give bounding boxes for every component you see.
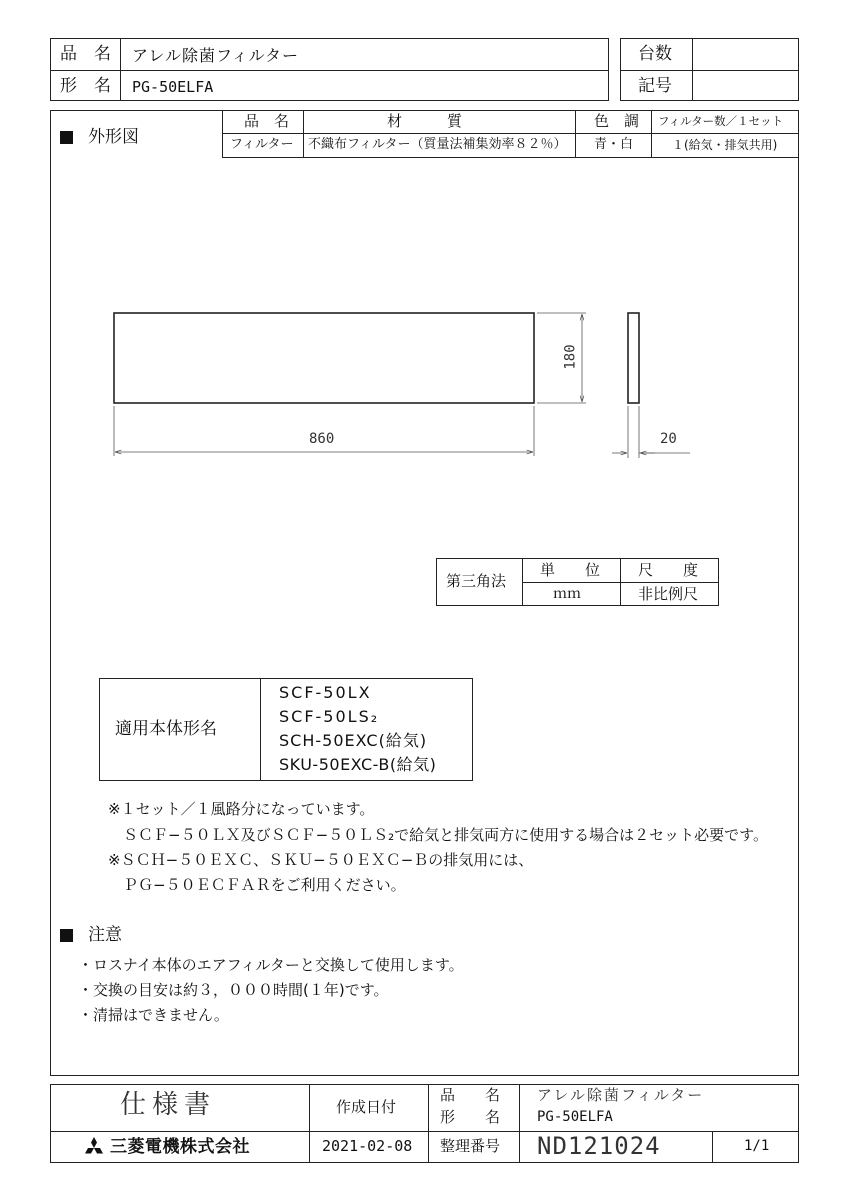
models-label: 適用本体形名 [115,719,217,739]
model-item-4: SKU-50EXC-B(給気) [279,755,437,774]
note-line-1: ※１セット／１風路分になっています。 [108,800,375,818]
model-item-1: SCF-50LX [279,683,372,702]
model-item-2: SCF-50LS₂ [279,707,380,726]
footer-number-label: 整理番号 [440,1137,501,1155]
footer-model-label: 形 名 [440,1108,501,1126]
caution-bullet-icon [60,929,73,942]
footer-name-value: アレル除菌フィルター [537,1086,705,1104]
scale-unit-value: ｍｍ [553,586,581,602]
filter-front-view [114,313,534,403]
spec-header-count: フィルター数／１セット [658,114,784,128]
outline-drawing [0,0,848,480]
scale-projection: 第三角法 [446,572,507,590]
dim-height-label: 180 [562,344,579,370]
mitsubishi-logo-icon [82,1137,106,1159]
caution-item-2: ・交換の目安は約３，０００時間(１年)です。 [78,981,389,999]
scale-scale-label: 尺 度 [638,561,699,579]
header-model-label: 形 名 [60,76,111,96]
header-model-value: PG-50ELFA [132,78,214,96]
caution-item-3: ・清掃はできません。 [78,1006,229,1024]
scale-scale-value: 非比例尺 [638,585,699,603]
footer-model-value: PG-50ELFA [537,1109,613,1125]
note-line-2: ＳＣＦ−５０ＬＸ及びＳＣＦ−５０ＬＳ₂で給気と排気両方に使用する場合は２セット必要です。 [108,826,768,844]
caution-title: 注意 [88,925,122,945]
header-name-label: 品 名 [60,44,111,64]
filter-side-view [628,313,639,403]
dim-width-label: 860 [309,431,335,447]
footer-doc-type: 仕様書 [120,1090,217,1120]
spec-cell-color: 青・白 [594,137,634,152]
footer-created-value: 2021-02-08 [322,1137,413,1155]
header-symbol-label: 記号 [638,76,672,96]
footer-name-label: 品 名 [440,1086,501,1104]
note-line-4: ＰＧ−５０ＥＣＦＡＲをご利用ください。 [108,876,406,894]
spec-header-color: 色 調 [594,112,640,130]
footer-number-value: ND121024 [537,1132,661,1160]
outline-title: 外形図 [88,127,139,147]
caution-item-1: ・ロスナイ本体のエアフィルターと交換して使用します。 [78,956,464,974]
note-line-3: ※ＳＣＨ−５０ＥＸＣ、ＳＫＵ−５０ＥＸＣ−Ｂの排気用には、 [108,851,534,869]
spec-cell-count: １(給気・排気共用) [672,138,778,152]
model-item-3: SCH-50EXC(給気) [279,731,428,750]
dim-depth-label: 20 [660,431,677,447]
footer-page: 1/1 [744,1138,770,1154]
spec-header-material: 材 質 [387,112,463,130]
spec-cell-name: フィルター [230,137,294,152]
footer-created-label: 作成日付 [336,1098,397,1116]
footer-company: 三菱電機株式会社 [110,1137,250,1157]
spec-cell-material: 不織布フィルター（質量法補集効率８２％） [308,137,567,152]
scale-unit-label: 単 位 [540,561,601,579]
spec-header-name: 品 名 [244,112,290,130]
header-name-value: アレル除菌フィルター [132,46,300,65]
header-qty-label: 台数 [638,44,672,64]
